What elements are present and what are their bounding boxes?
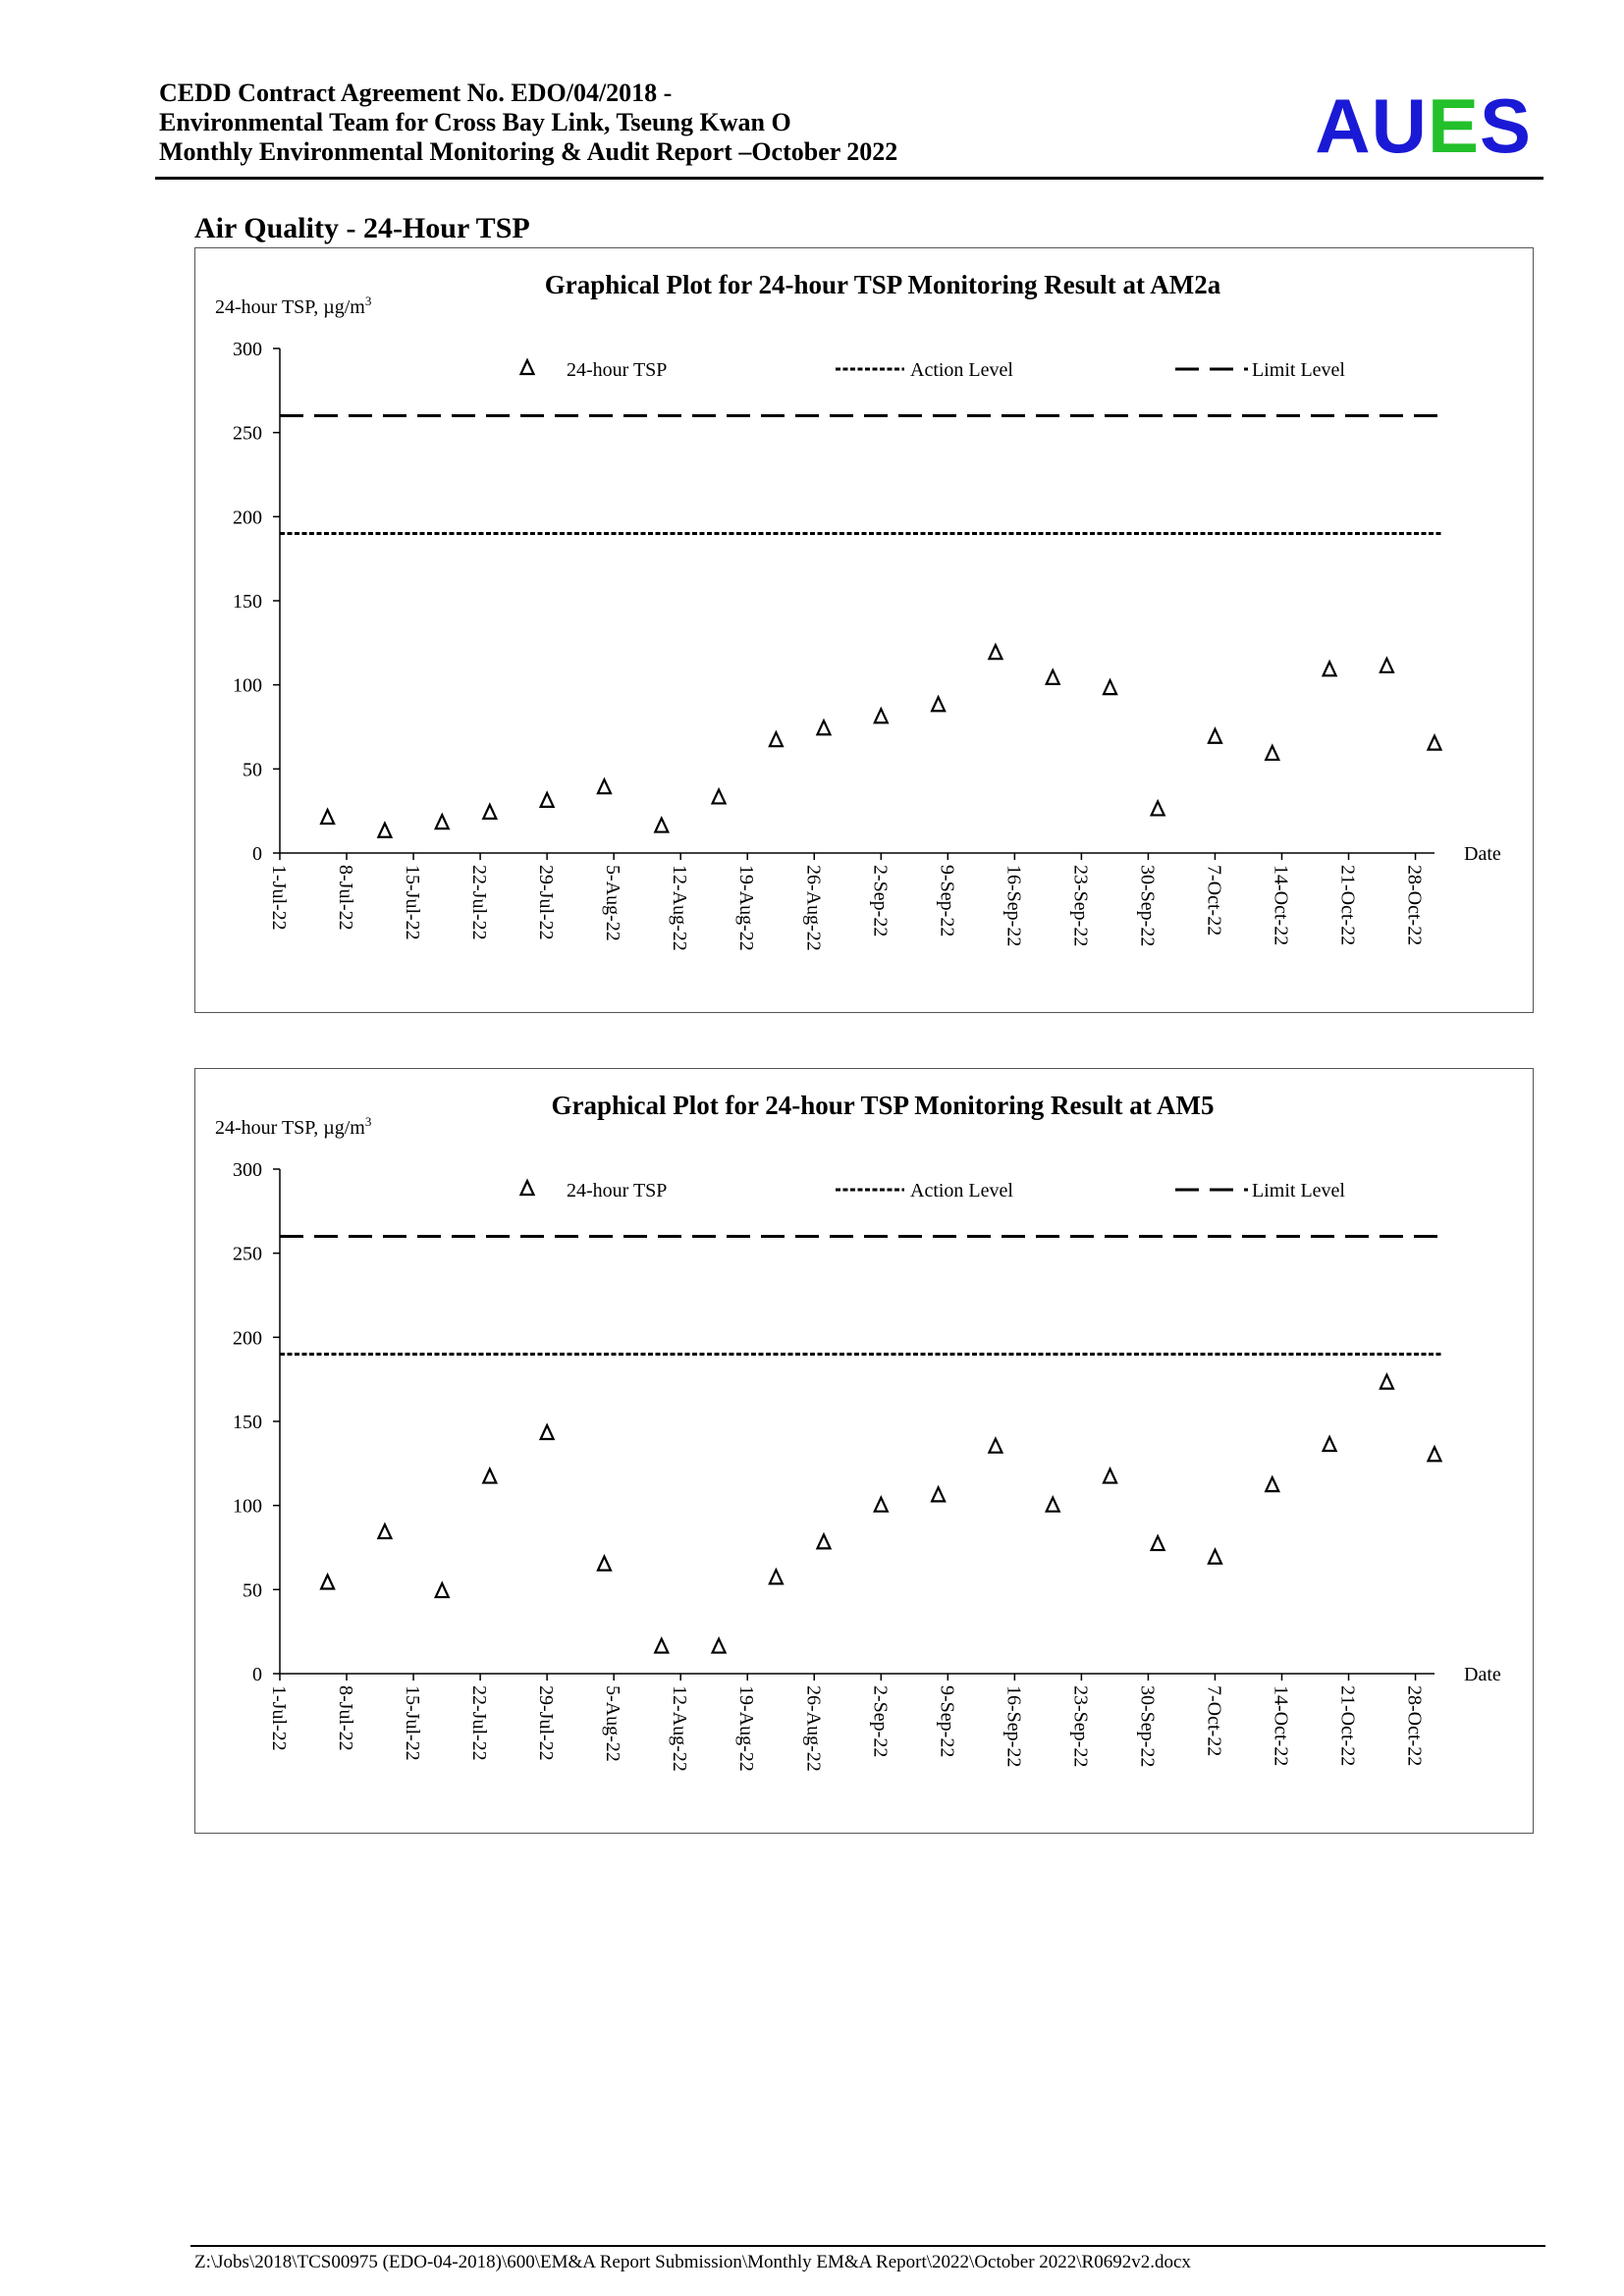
data-point-triangle [1380, 659, 1393, 672]
x-tick-label: 5-Aug-22 [602, 865, 624, 941]
x-tick-label: 22-Jul-22 [468, 1685, 491, 1761]
x-tick-label: 8-Jul-22 [335, 865, 357, 931]
data-point-triangle [817, 721, 830, 734]
data-point-triangle [1209, 1550, 1221, 1564]
x-tick-label: 7-Oct-22 [1203, 865, 1225, 936]
x-tick-label: 19-Aug-22 [735, 865, 758, 951]
x-tick-label: 19-Aug-22 [735, 1685, 758, 1772]
data-point-triangle [321, 1575, 334, 1588]
data-point-triangle [1429, 736, 1441, 750]
data-point-triangle [598, 779, 611, 793]
x-tick-label: 22-Jul-22 [468, 865, 491, 940]
x-tick-label: 9-Sep-22 [936, 1685, 958, 1758]
x-tick-label: 8-Jul-22 [335, 1685, 357, 1751]
y-axis-label-superscript: 3 [364, 294, 372, 308]
x-tick-label: 1-Jul-22 [268, 1685, 290, 1751]
y-tick-label: 150 [233, 1412, 262, 1433]
data-point-triangle [713, 1639, 726, 1653]
x-tick-label: 15-Jul-22 [402, 865, 424, 940]
x-tick-label: 29-Jul-22 [535, 865, 558, 940]
data-point-triangle [989, 645, 1001, 659]
data-point-triangle [1380, 1375, 1393, 1389]
report-header-text [159, 79, 897, 167]
x-tick-label: 15-Jul-22 [402, 1685, 424, 1761]
x-tick-label: 2-Sep-22 [869, 1685, 892, 1758]
x-tick-label: 26-Aug-22 [802, 865, 825, 951]
x-tick-label: 9-Sep-22 [936, 865, 958, 937]
x-tick-label: 21-Oct-22 [1336, 865, 1359, 946]
data-point-triangle [932, 1487, 945, 1501]
y-tick-label: 200 [233, 507, 262, 529]
y-tick-label: 150 [233, 591, 262, 613]
y-axis-label: 24-hour TSP, $\mu g/m^3$ [215, 294, 372, 318]
data-point-triangle [875, 709, 888, 722]
data-point-triangle [770, 1570, 783, 1583]
data-point-triangle [1266, 746, 1278, 760]
data-point-triangle [1324, 662, 1336, 675]
x-tick-label: 12-Aug-22 [669, 865, 691, 951]
data-point-triangle [989, 1439, 1001, 1453]
data-point-triangle [655, 819, 668, 832]
data-point-triangle [1324, 1437, 1336, 1451]
chart-am2a [194, 247, 1534, 1013]
x-axis-label: Date [1464, 1664, 1501, 1685]
data-point-triangle [436, 1583, 449, 1597]
data-point-triangle [875, 1498, 888, 1512]
page-header [157, 79, 1543, 177]
chart-svg [195, 1069, 1535, 1835]
data-point-triangle [321, 810, 334, 824]
y-axis-label: 24-hour TSP, $\mu g/m^3$ [215, 1114, 372, 1139]
y-tick-label: 0 [252, 843, 262, 865]
logo-letter: A [1315, 82, 1372, 169]
x-tick-label: 23-Sep-22 [1069, 865, 1092, 947]
x-tick-label: 16-Sep-22 [1002, 1685, 1025, 1768]
y-tick-label: 100 [233, 1495, 262, 1518]
y-tick-label: 300 [233, 339, 262, 360]
y-tick-label: 100 [233, 674, 262, 697]
x-tick-label: 23-Sep-22 [1069, 1685, 1092, 1768]
header-line-report: Monthly Environmental Monitoring & Audit Report –October 2022 [159, 137, 898, 166]
data-point-triangle [436, 815, 449, 828]
header-line-team: Environmental Team for Cross Bay Link, Tseung Kwan O [159, 108, 791, 136]
legend-label-action: Action Level [910, 1180, 1013, 1201]
data-point-triangle [817, 1534, 830, 1548]
chart-svg [195, 248, 1535, 1014]
data-point-triangle [1047, 1498, 1059, 1512]
x-tick-label: 14-Oct-22 [1270, 1685, 1292, 1767]
y-tick-label: 0 [252, 1664, 262, 1685]
data-point-triangle [1104, 1469, 1116, 1483]
data-point-triangle [713, 789, 726, 803]
data-point-triangle [1266, 1477, 1278, 1491]
data-point-triangle [770, 732, 783, 746]
data-point-triangle [378, 1524, 391, 1538]
x-tick-label: 2-Sep-22 [869, 865, 892, 937]
data-point-triangle [483, 805, 496, 819]
data-point-triangle [932, 697, 945, 711]
data-point-triangle [541, 793, 554, 807]
logo-letter: U [1371, 82, 1428, 169]
x-tick-label: 29-Jul-22 [535, 1685, 558, 1761]
data-point-triangle [541, 1425, 554, 1439]
legend-label-tsp: 24-hour TSP [567, 359, 668, 381]
header-line-contract: CEDD Contract Agreement No. EDO/04/2018 - [159, 79, 673, 107]
y-tick-label: 50 [243, 759, 262, 781]
y-tick-label: 250 [233, 422, 262, 445]
x-tick-label: 1-Jul-22 [268, 865, 290, 931]
x-tick-label: 26-Aug-22 [802, 1685, 825, 1772]
x-tick-label: 16-Sep-22 [1002, 865, 1025, 947]
data-point-triangle [1104, 680, 1116, 694]
legend-marker-tsp [521, 1181, 534, 1195]
data-point-triangle [1209, 729, 1221, 743]
x-axis-label: Date [1464, 843, 1501, 865]
chart-title: Graphical Plot for 24-hour TSP Monitoring Result at AM5 [551, 1091, 1215, 1120]
y-tick-label: 200 [233, 1327, 262, 1350]
footer-divider [190, 2245, 1545, 2247]
chart-title: Graphical Plot for 24-hour TSP Monitoring Result at AM2a [544, 270, 1221, 299]
section-title: Air Quality - 24-Hour TSP [194, 212, 530, 244]
chart-am5 [194, 1068, 1534, 1834]
x-tick-label: 21-Oct-22 [1336, 1685, 1359, 1767]
data-point-triangle [598, 1557, 611, 1571]
data-point-triangle [483, 1469, 496, 1483]
x-tick-label: 7-Oct-22 [1203, 1685, 1225, 1757]
y-tick-label: 300 [233, 1159, 262, 1181]
data-point-triangle [1152, 1536, 1164, 1550]
legend-marker-tsp [521, 360, 534, 374]
legend-label-limit: Limit Level [1252, 359, 1345, 381]
x-tick-label: 12-Aug-22 [669, 1685, 691, 1772]
y-axis-label-superscript: 3 [364, 1114, 372, 1129]
y-tick-label: 250 [233, 1243, 262, 1265]
data-point-triangle [1152, 801, 1164, 815]
aues-logo [1315, 82, 1532, 169]
footer-file-path: Z:\Jobs\2018\TCS00975 (EDO-04-2018)\600\EM&A Report Submission\Monthly EM&A Report\2022\October 2022\R0692v2.docx [194, 2252, 1191, 2272]
data-point-triangle [1429, 1447, 1441, 1461]
legend-label-limit: Limit Level [1252, 1180, 1345, 1201]
data-point-triangle [655, 1639, 668, 1653]
x-tick-label: 28-Oct-22 [1403, 865, 1426, 946]
x-tick-label: 14-Oct-22 [1270, 865, 1292, 946]
legend-label-tsp: 24-hour TSP [567, 1180, 668, 1201]
x-tick-label: 5-Aug-22 [602, 1685, 624, 1762]
logo-letter: E [1427, 82, 1480, 169]
logo-letter: S [1479, 82, 1532, 169]
header-divider [155, 177, 1543, 180]
x-tick-label: 28-Oct-22 [1403, 1685, 1426, 1767]
x-tick-label: 30-Sep-22 [1136, 865, 1159, 947]
data-point-triangle [378, 824, 391, 837]
x-tick-label: 30-Sep-22 [1136, 1685, 1159, 1768]
legend-label-action: Action Level [910, 359, 1013, 381]
y-tick-label: 50 [243, 1579, 262, 1602]
data-point-triangle [1047, 670, 1059, 684]
